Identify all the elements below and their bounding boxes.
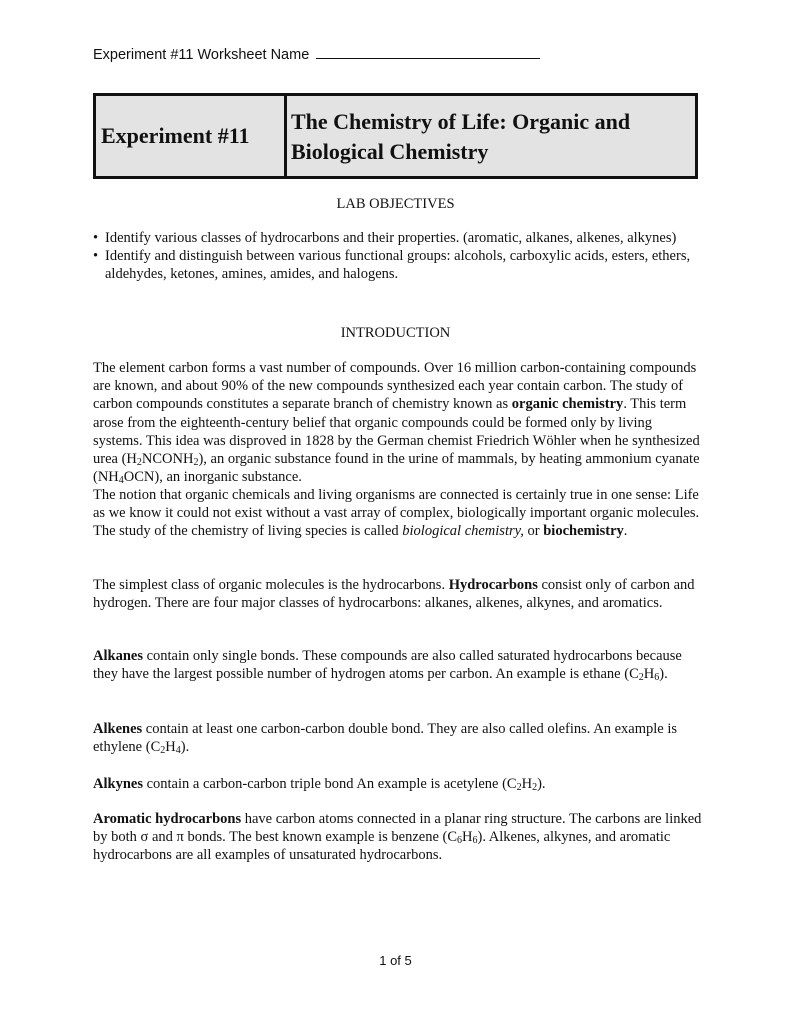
text: contain only single bonds. These compounds are also called saturated hydrocarbons because they have the largest possible number of hydrogen atoms per carbon. An example is ethane (C [93, 648, 682, 683]
text: ), an organic substance found in the urine of mammals, by heating ammonium cyanate (NH [93, 451, 700, 486]
term-alkenes: Alkenes [93, 721, 143, 737]
text: or [523, 523, 544, 540]
term-hydrocarbons: Hydrocarbons [448, 577, 538, 593]
text: H [521, 776, 533, 792]
text: . This term arose from the eighteenth-century belief that organic compounds could be formed only by living systems. This idea was disproved in 1828 by the German chemist Friedrich Wöhler when he synthesized urea (H [93, 396, 700, 468]
text: The notion that organic chemicals and living organisms are connected is certainly true in one sense: Life as we know it could not exist without a vast array of complex, biologically important organic molecules. The study of the chemistry of living species is called [93, 487, 700, 540]
intro-paragraph-3 [93, 576, 705, 612]
experiment-number: Experiment #11 [96, 96, 287, 176]
text: The simplest class of organic molecules is the hydrocarbons. [93, 577, 449, 593]
subscript: 4 [175, 745, 181, 757]
text: . [623, 523, 628, 540]
header-label: Experiment #11 Worksheet Name [93, 47, 310, 63]
lab-objectives-heading: LAB OBJECTIVES [336, 196, 455, 212]
subscript: 2 [160, 745, 166, 757]
term-alkanes: Alkanes [93, 648, 143, 664]
text: H [165, 739, 176, 756]
text: contain at least one carbon-carbon double bond. They are also called olefins. An example is ethylene (C [93, 721, 677, 756]
experiment-title-line-2: Biological Chemistry [291, 139, 489, 164]
text: ). [180, 739, 190, 756]
text: OCN), an inorganic substance. [123, 469, 302, 486]
text: contain a carbon-carbon triple bond An example is acetylene (C [142, 776, 517, 792]
objectives-list [93, 229, 698, 283]
aromatic-paragraph [93, 810, 705, 865]
text: The element carbon forms a vast number of compounds. Over 16 million carbon-containing compounds are known, and about 90% of the new compounds synthesized each year contain carbon. The study of carbon compounds constitutes a separate branch of chemistry known as [93, 360, 697, 413]
subscript: 2 [193, 457, 199, 469]
subscript: 4 [118, 475, 124, 487]
subscript: 2 [516, 782, 522, 793]
term-biochemistry: biochemistry [543, 523, 624, 540]
title-box [93, 93, 698, 179]
text: H [643, 666, 655, 683]
text: have carbon atoms connected in a planar ring structure. The carbons are linked by both σ and π bonds. The best known example is benzene (C [93, 811, 702, 846]
text: NCONH [141, 451, 194, 468]
term-biological-chemistry: biological chemistry, [402, 523, 524, 540]
text: ). [537, 776, 546, 792]
objective-item: • Identify various classes of hydrocarbons and their properties. (aromatic, alkanes, alkenes, alkynes) [93, 229, 698, 247]
text: H [462, 829, 473, 846]
text: ). Alkenes, alkynes, and aromatic hydrocarbons are all examples of unsaturated hydrocarbons. [93, 829, 671, 864]
alkenes-paragraph [93, 720, 705, 756]
subscript: 6 [457, 835, 463, 847]
subscript: 6 [654, 672, 660, 684]
subscript: 6 [472, 835, 478, 847]
worksheet-header [93, 46, 540, 63]
alkanes-paragraph [93, 647, 705, 683]
term-aromatic-hydrocarbons: Aromatic hydrocarbons [93, 811, 242, 827]
alkynes-paragraph [93, 775, 705, 793]
objective-item: • Identify and distinguish between various functional groups: alcohols, carboxylic acids, esters, ethers, aldehydes, ketones, amines, amides, and halogens. [93, 247, 698, 283]
page-number: 1 of 5 [379, 953, 412, 968]
intro-paragraph-2 [93, 486, 705, 541]
text: consist only of carbon and hydrogen. There are four major classes of hydrocarbons: alkanes, alkenes, alkynes, and aromatics. [93, 577, 695, 612]
intro-paragraph-1 [93, 359, 705, 486]
name-blank-line [316, 46, 540, 59]
subscript: 2 [638, 672, 644, 684]
experiment-title-line-1: The Chemistry of Life: Organic and [291, 109, 631, 134]
experiment-title [287, 96, 695, 176]
term-organic-chemistry: organic chemistry [511, 396, 624, 413]
subscript: 2 [532, 782, 538, 793]
text: ). [659, 666, 668, 683]
term-alkynes: Alkynes [93, 776, 143, 792]
introduction-heading: INTRODUCTION [340, 325, 451, 341]
subscript: 2 [136, 457, 142, 469]
